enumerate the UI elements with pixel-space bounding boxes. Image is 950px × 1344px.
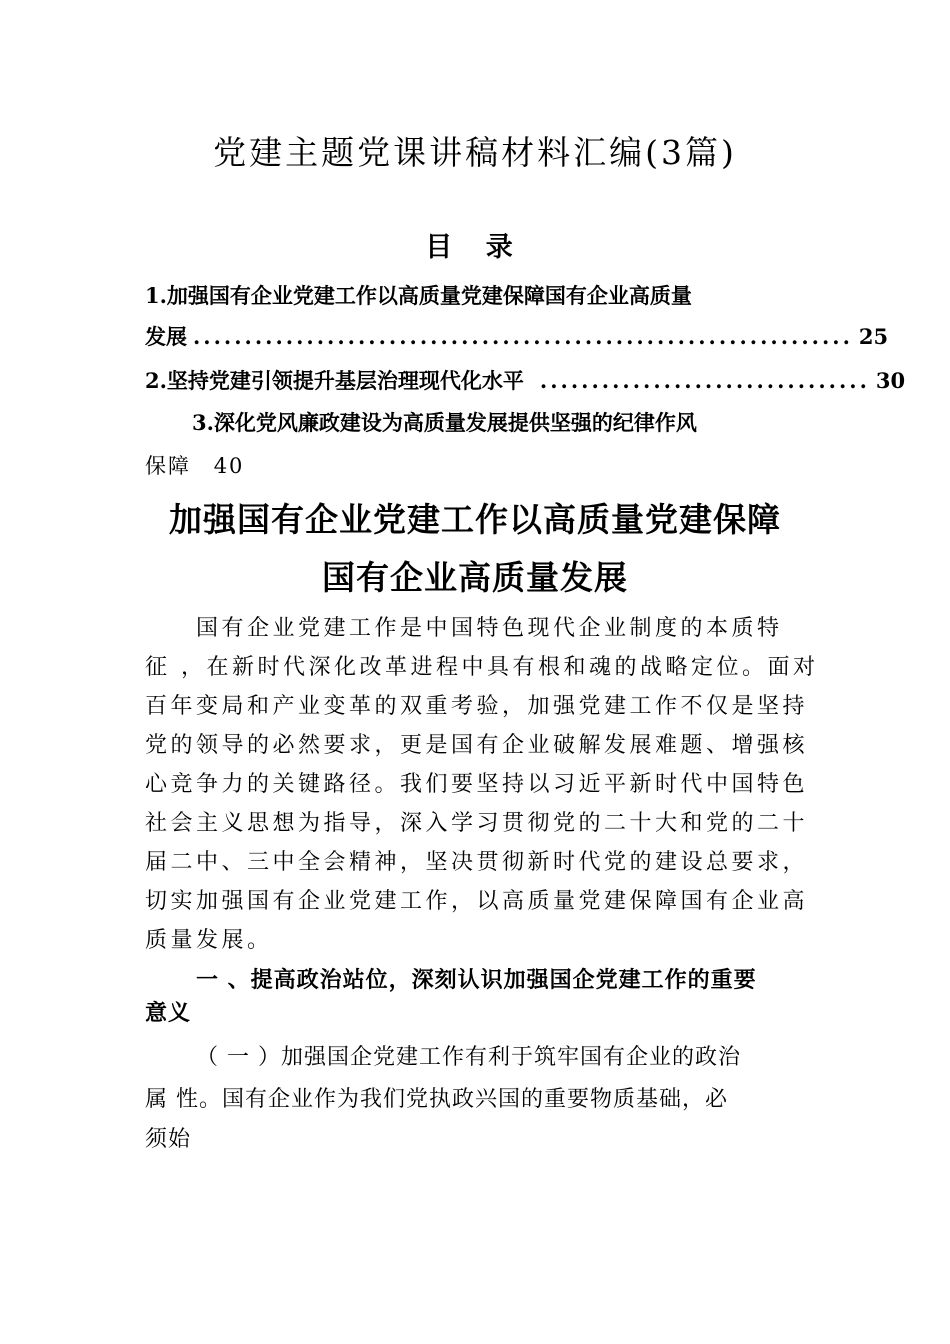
toc-entry-3-page: 40 (213, 454, 245, 478)
subsection-line: （ 一 ）加强国企党建工作有利于筑牢国有企业的政治 (196, 1045, 741, 1070)
article-title-line1: 加强国有企业党建工作以高质量党建保障 (169, 500, 781, 539)
paragraph-line: 党的领导的必然要求，更是国有企业破解发展难题、增强核 (145, 733, 809, 758)
toc-leader-dots: ................................ (539, 368, 870, 393)
paragraph-line: 心竞争力的关键路径。我们要坚持以习近平新时代中国特色 (145, 772, 809, 797)
toc-entry-1-line2[interactable] (145, 322, 889, 352)
document-title: 党建主题党课讲稿材料汇编(3篇) (213, 133, 737, 172)
toc-entry-3-text: 保障 (145, 454, 191, 478)
paragraph-line: 征 ，在新时代深化改革进程中具有根和魂的战略定位。面对 (145, 655, 819, 680)
toc-entry-1-text: 发展 (145, 324, 187, 349)
paragraph-line: 届二中、三中全会精神，坚决贯彻新时代党的建设总要求， (145, 850, 809, 875)
paragraph-line: 切实加强国有企业党建工作，以高质量党建保障国有企业高 (145, 889, 809, 914)
paragraph-line: 质量发展。 (145, 928, 273, 953)
toc-entry-3-line1[interactable]: 3.深化党风廉政建设为高质量发展提供坚强的纪律作风 (192, 410, 697, 435)
toc-entry-1-line1[interactable]: 1.加强国有企业党建工作以高质量党建保障国有企业高质量 (145, 283, 692, 308)
toc-entry-2[interactable] (145, 366, 906, 396)
toc-heading: 目 录 (425, 232, 525, 263)
paragraph-line: 社会主义思想为指导，深入学习贯彻党的二十大和党的二十 (145, 811, 809, 836)
toc-entry-1-page: 25 (858, 324, 889, 349)
section-heading-line2: 意义 (145, 1000, 192, 1026)
subsection-line: 须始 (145, 1127, 192, 1152)
toc-entry-2-page: 30 (875, 368, 906, 393)
section-heading-line1: 一 、提高政治站位，深刻认识加强国企党建工作的重要 (196, 967, 757, 993)
article-title-line2: 国有企业高质量发展 (322, 558, 628, 597)
toc-leader-dots: ................................................................ (193, 324, 853, 349)
paragraph-line: 百年变局和产业变革的双重考验，加强党建工作不仅是坚持 (145, 694, 809, 719)
paragraph-line: 国有企业党建工作是中国特色现代企业制度的本质特 (196, 616, 783, 641)
toc-entry-3-line2[interactable] (145, 451, 805, 481)
subsection-line: 属 性。国有企业作为我们党执政兴国的重要物质基础，必 (145, 1087, 728, 1112)
toc-entry-2-text: 2.坚持党建引领提升基层治理现代化水平 (145, 368, 524, 393)
